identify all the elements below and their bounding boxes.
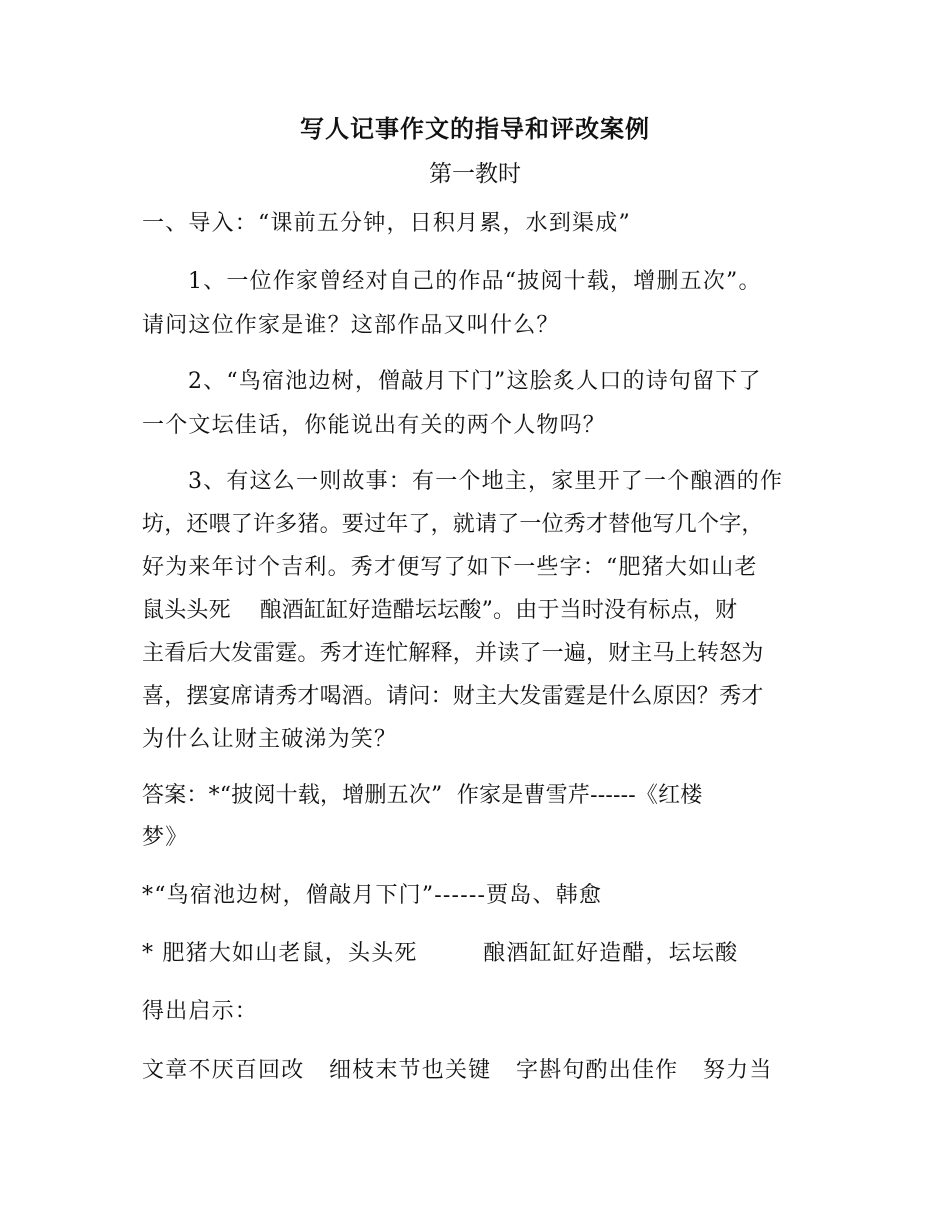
question-3-line-2: 坊，还喂了许多猪。要过年了，就请了一位秀才替他写几个字， <box>142 512 764 537</box>
answer-2: *“鸟宿池边树，僧敲月下门”------贾岛、韩愈 <box>142 883 603 908</box>
question-3-line-1: 3、有这么一则故事：有一个地主，家里开了一个酿酒的作 <box>188 469 784 494</box>
question-3-line-5: 主看后大发雷霆。秀才连忙解释，并读了一遍，财主马上转怒为 <box>142 641 764 666</box>
question-2-line-1: 2、“鸟宿池边树，僧敲月下门”这脍炙人口的诗句留下了 <box>188 369 762 394</box>
question-3-line-3: 好为来年讨个吉利。秀才便写了如下一些字：“肥猪大如山老 <box>142 555 758 580</box>
question-3-line-4: 鼠头头死 酿酒缸缸好造醋坛坛酸”。由于当时没有标点，财 <box>142 598 738 623</box>
document-title: 写人记事作文的指导和评改案例 <box>300 115 650 143</box>
question-3-line-7: 为什么让财主破涕为笑？ <box>142 727 398 752</box>
answer-line-2: 梦》 <box>142 825 189 850</box>
answer-3: * 肥猪大如山老鼠，头头死 酿酒缸缸好造醋，坛坛酸 <box>142 941 739 966</box>
question-1-line-2: 请问这位作家是谁？这部作品又叫什么？ <box>142 313 560 338</box>
inspiration-text: 文章不厌百回改 细枝末节也关键 字斟句酌出佳作 努力当 <box>142 1058 773 1083</box>
question-1-line-1: 1、一位作家曾经对自己的作品“披阅十载，增删五次”。 <box>188 269 762 294</box>
document-subtitle: 第一教时 <box>429 161 521 187</box>
answer-line-1: 答案：*“披阅十载，增删五次” 作家是曹雪芹------《红楼 <box>142 783 703 808</box>
question-2-line-2: 一个文坛佳话，你能说出有关的两个人物吗？ <box>142 413 607 438</box>
question-3-line-6: 喜，摆宴席请秀才喝酒。请问：财主大发雷霆是什么原因？秀才 <box>142 684 764 709</box>
section-intro: 一、导入：“课前五分钟，日积月累，水到渠成” <box>142 211 631 236</box>
inspiration-label: 得出启示： <box>142 999 259 1024</box>
